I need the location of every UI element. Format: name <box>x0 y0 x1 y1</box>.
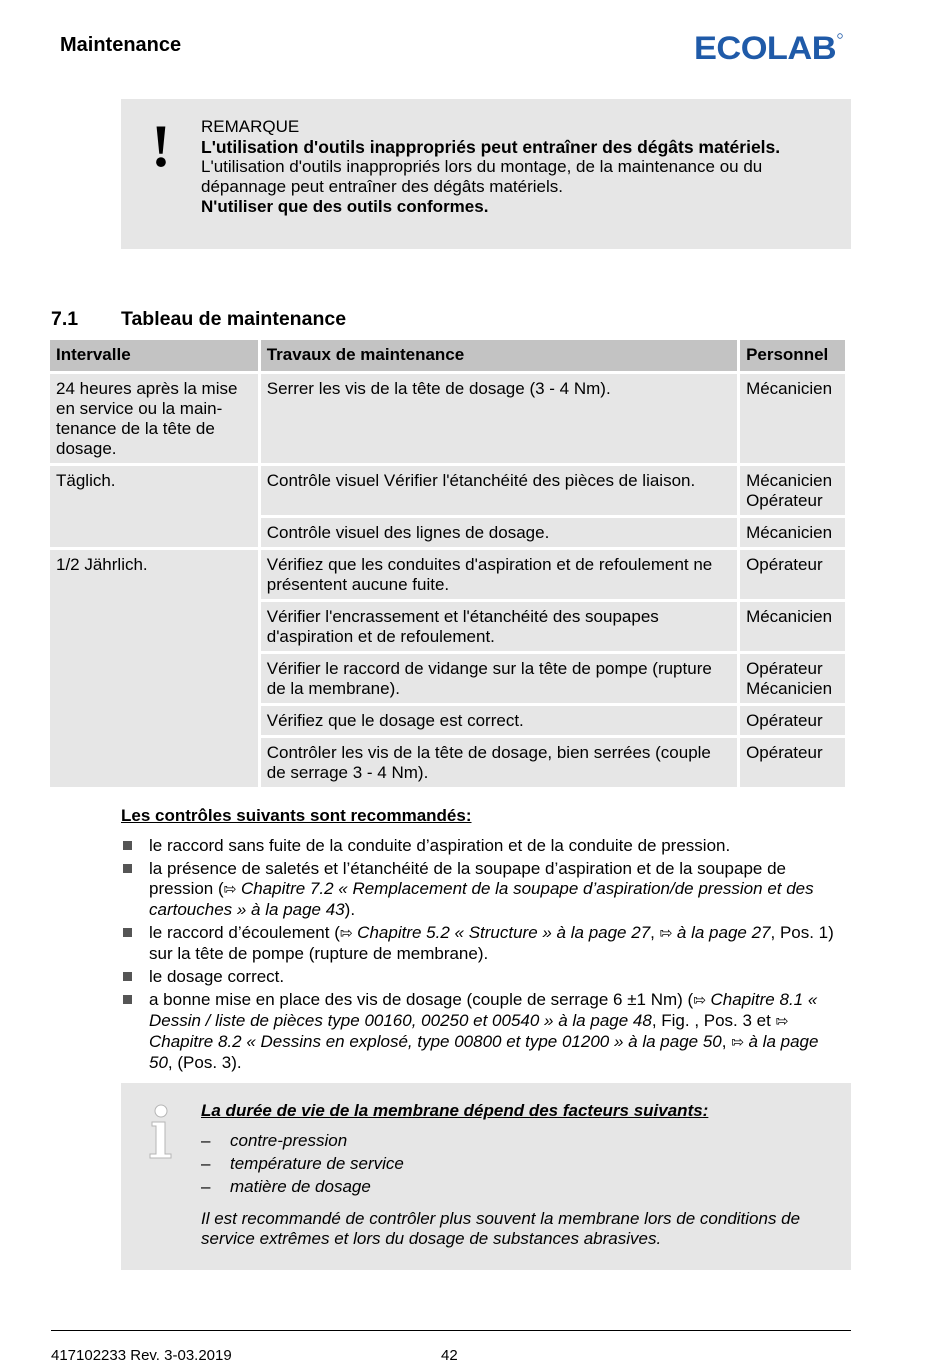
info-note: Il est recommandé de contrôler plus souvent la membrane lors de conditions de service extrêmes et lors du dosage de substances abrasives. <box>201 1209 801 1248</box>
footer-page-number: 42 <box>441 1347 458 1364</box>
section-number: 7.1 <box>51 308 79 330</box>
staff-cell: Mécanicien Opérateur <box>740 466 845 515</box>
list-item-text: , Fig. , Pos. 3 et <box>651 1011 776 1030</box>
notice-text <box>201 117 831 217</box>
notice-subheading: L'utilisation d'outils inappropriés peut entraîner des dégâts matériels. <box>201 137 781 157</box>
notice-heading: REMARQUE <box>201 117 300 136</box>
bullet-square-icon <box>123 841 132 850</box>
link-arrow-icon[interactable]: ⇰ <box>659 925 673 942</box>
interval-cell: 1/2 Jährlich. <box>50 550 258 787</box>
info-icon <box>146 1104 176 1160</box>
table-row <box>50 374 845 463</box>
link-arrow-icon[interactable]: ⇰ <box>731 1034 744 1051</box>
staff-cell: Opérateur <box>740 706 845 735</box>
interval-cell: Täglich. <box>50 466 258 547</box>
link-arrow-icon[interactable]: ⇰ <box>339 925 353 942</box>
recommended-heading: Les contrôles suivants sont recommandés: <box>121 806 472 825</box>
task-cell: Contrôle visuel des lignes de dosage. <box>261 518 737 547</box>
staff-cell: Opérateur <box>740 738 845 787</box>
table-row <box>50 550 845 599</box>
table-header-staff: Personnel <box>740 340 845 371</box>
page-section-title: Maintenance <box>60 34 182 56</box>
task-cell: Vérifier l'encrassement et l'étanchéité des soupapes d'aspiration et de refoulement. <box>261 602 737 651</box>
task-cell: Contrôle visuel Vérifier l'étanchéité des pièces de liaison. <box>261 466 737 515</box>
list-item-text: le raccord d’écoulement ( <box>149 923 340 942</box>
info-factor-item <box>201 1177 836 1197</box>
link-arrow-icon[interactable]: ⇰ <box>223 881 237 898</box>
exclamation-icon: ! <box>151 113 171 179</box>
task-cell: Contrôler les vis de la tête de dosage, bien serrées (couple de serrage 3 - 4 Nm). <box>261 738 737 787</box>
task-cell: Serrer les vis de la tête de dosage (3 - 4 Nm). <box>261 374 737 463</box>
info-factor-text: matière de dosage <box>230 1177 371 1196</box>
task-cell: Vérifiez que les conduites d'aspiration et de refoulement ne présentent aucune fuite. <box>261 550 737 599</box>
link-arrow-icon[interactable]: ⇰ <box>775 1013 789 1030</box>
list-item <box>121 923 846 964</box>
info-factor-text: température de service <box>230 1154 404 1173</box>
staff-cell: Opérateur <box>740 550 845 599</box>
list-item <box>121 859 846 920</box>
staff-cell: Mécanicien <box>740 602 845 651</box>
cross-reference-link[interactable]: à la page 27 <box>672 923 771 942</box>
table-header-interval: Intervalle <box>50 340 258 371</box>
notice-instruction: N'utiliser que des outils conformes. <box>201 197 489 216</box>
list-item <box>121 967 846 987</box>
info-factor-text: contre-pression <box>230 1131 348 1150</box>
cross-reference-link[interactable]: Chapitre 5.2 « Structure » à la page 27 <box>352 923 651 942</box>
list-item-text: ). <box>344 900 356 919</box>
list-item <box>121 990 846 1073</box>
staff-cell: Mécanicien <box>740 374 845 463</box>
staff-cell: Mécanicien <box>740 518 845 547</box>
info-heading: La durée de vie de la membrane dépend des facteurs suivants: <box>201 1101 709 1120</box>
list-item-text: , <box>650 923 660 942</box>
info-factor-list <box>201 1131 836 1197</box>
link-arrow-icon[interactable]: ⇰ <box>693 992 706 1009</box>
list-item-text: la présence de saletés et l’étanchéité de la soupape d’aspiration et de la soupape de pression ( <box>149 859 787 898</box>
list-item-text: , <box>721 1032 732 1051</box>
list-item-text: le dosage correct. <box>149 967 285 986</box>
cross-reference-link[interactable]: à la page 50 <box>149 1032 819 1072</box>
svg-text:ECOLAB: ECOLAB <box>694 30 836 64</box>
list-item-text: a bonne mise en place des vis de dosage (couple de serrage 6 ±1 Nm) ( <box>149 990 694 1009</box>
ecolab-logo <box>694 30 844 64</box>
cross-reference-link[interactable]: Chapitre 8.1 « Dessin / liste de pièces type 00160, 00250 et 00540 » à la page 48 <box>149 990 818 1030</box>
info-factor-item <box>201 1131 836 1151</box>
list-item-text: , Pos. 1) sur la tête de pompe (rupture de membrane). <box>149 923 834 963</box>
dash-bullet: – <box>201 1154 211 1173</box>
maintenance-table <box>47 337 848 790</box>
list-item <box>121 836 846 856</box>
table-row <box>50 466 845 515</box>
staff-cell: Opérateur Mécanicien <box>740 654 845 703</box>
cross-reference-link[interactable]: Chapitre 8.2 « Dessins en explosé, type 00800 et type 01200 » à la page 50 <box>149 1032 722 1051</box>
bullet-square-icon <box>123 972 132 981</box>
list-item-text: , (Pos. 3). <box>167 1053 242 1072</box>
dash-bullet: – <box>201 1177 211 1196</box>
footer-divider <box>51 1330 851 1331</box>
cross-reference-link[interactable]: Chapitre 7.2 « Remplacement de la soupape d’aspiration/de pression et des cartouches » à la page 43 <box>149 879 814 919</box>
dash-bullet: – <box>201 1131 211 1150</box>
task-cell: Vérifiez que le dosage est correct. <box>261 706 737 735</box>
footer-document-number: 417102233 Rev. 3-03.2019 <box>51 1347 232 1364</box>
bullet-square-icon <box>123 995 132 1004</box>
table-header-tasks: Travaux de maintenance <box>261 340 737 371</box>
interval-cell: 24 heures après la mise en service ou la main-tenance de la tête de dosage. <box>50 374 258 463</box>
notice-body: L'utilisation d'outils inappropriés lors du montage, de la maintenance ou du dépannage peut entraîner des dégâts matériels. <box>201 157 763 196</box>
recommended-list <box>121 836 846 1076</box>
info-factor-item <box>201 1154 836 1174</box>
section-title: Tableau de maintenance <box>121 308 347 330</box>
bullet-square-icon <box>123 928 132 937</box>
task-cell: Vérifier le raccord de vidange sur la tête de pompe (rupture de la membrane). <box>261 654 737 703</box>
list-item-text: le raccord sans fuite de la conduite d’aspiration et de la conduite de pression. <box>149 836 731 855</box>
info-text <box>201 1101 836 1249</box>
bullet-square-icon <box>123 864 132 873</box>
table-header-row <box>50 340 845 371</box>
